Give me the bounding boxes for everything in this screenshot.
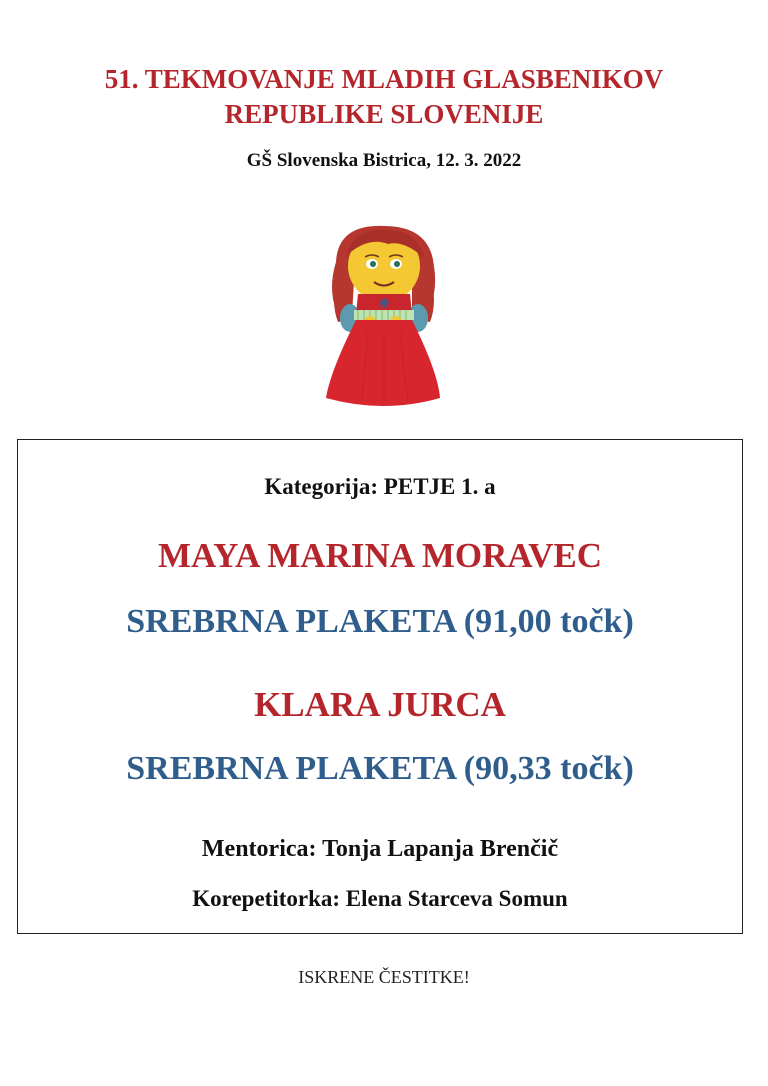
- competition-title-line2: REPUBLIKE SLOVENIJE: [224, 99, 544, 129]
- award-result: SREBRNA PLAKETA (90,33 točk): [126, 750, 634, 787]
- mentor-label: Mentorica: Tonja Lapanja Brenčič: [201, 836, 559, 862]
- contestant-name: KLARA JURCA: [254, 685, 506, 724]
- congratulations-text: ISKRENE ČESTITKE!: [298, 967, 470, 987]
- contestant-name: MAYA MARINA MORAVEC: [157, 536, 603, 575]
- accompanist-label: Korepetitorka: Elena Starceva Somun: [192, 886, 568, 911]
- category-label: Kategorija: PETJE 1. a: [264, 474, 496, 499]
- competition-title-line1: 51. TEKMOVANJE MLADIH GLASBENIKOV: [104, 64, 664, 94]
- girl-in-red-dress-mascot-icon: [308, 222, 456, 412]
- venue-date: GŠ Slovenska Bistrica, 12. 3. 2022: [246, 150, 522, 171]
- result-box: [17, 439, 743, 934]
- award-result: SREBRNA PLAKETA (91,00 točk): [126, 603, 634, 640]
